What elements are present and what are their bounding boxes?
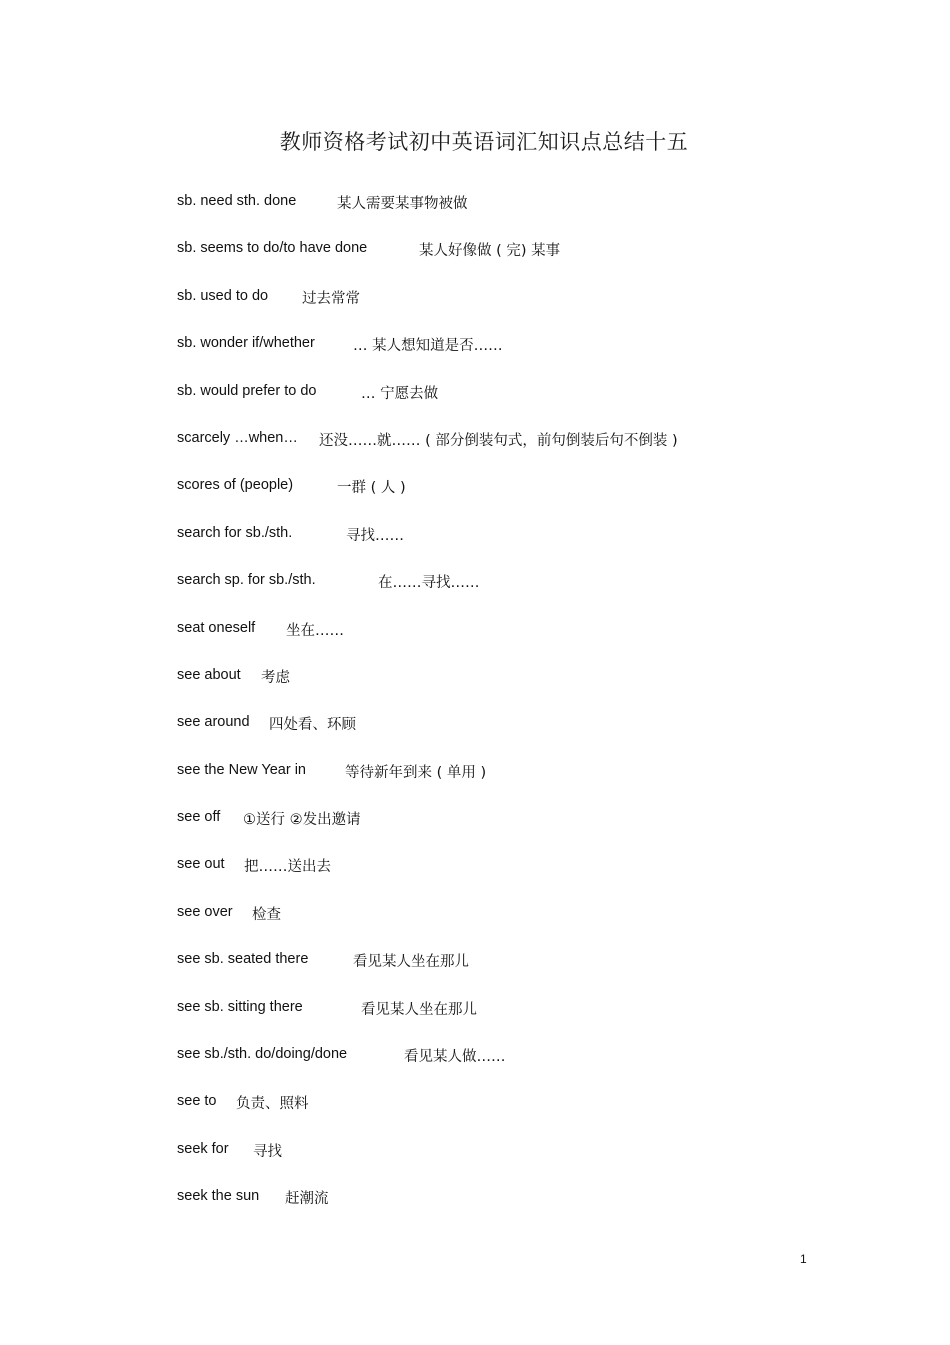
entry-term: scarcely …when… [177, 429, 298, 446]
entry-term: see over [177, 903, 233, 920]
entry-term: see to [177, 1093, 217, 1110]
entry-term: see sb./sth. do/doing/done [177, 1046, 348, 1063]
entry-meaning: 寻找 [253, 1143, 282, 1160]
list-item [177, 520, 877, 567]
entry-term: see around [177, 714, 250, 731]
entry-meaning: … 宁愿去做 [361, 385, 439, 402]
list-item [177, 472, 877, 519]
entry-term: sb. would prefer to do [177, 382, 317, 399]
entry-meaning: 某人好像做 ( 完) 某事 [419, 243, 561, 260]
list-item [177, 1183, 877, 1230]
list-item [177, 425, 877, 472]
list-item [177, 188, 877, 235]
page-title: 教师资格考试初中英语词汇知识点总结十五 [279, 130, 689, 154]
entry-meaning: 看见某人坐在那儿 [361, 1001, 477, 1018]
entry-term: search sp. for sb./sth. [177, 572, 316, 589]
entry-term: sb. seems to do/to have done [177, 240, 368, 257]
list-item [177, 899, 877, 946]
entry-meaning: 四处看、环顾 [269, 717, 356, 734]
entry-term: seek the sun [177, 1188, 260, 1205]
list-item [177, 757, 877, 804]
list-item [177, 330, 877, 377]
list-item [177, 994, 877, 1041]
entry-term: sb. wonder if/whether [177, 335, 315, 352]
list-item [177, 946, 877, 993]
list-item [177, 1041, 877, 1088]
list-item [177, 709, 877, 756]
entry-meaning: 看见某人坐在那儿 [353, 954, 469, 971]
entry-term: see the New Year in [177, 761, 306, 778]
list-item [177, 615, 877, 662]
list-item [177, 1136, 877, 1183]
entry-term: scores of (people) [177, 477, 294, 494]
entry-term: sb. used to do [177, 287, 269, 304]
list-item [177, 851, 877, 898]
list-item [177, 804, 877, 851]
list-item [177, 378, 877, 425]
list-item [177, 235, 877, 282]
entry-term: seek for [177, 1140, 229, 1157]
entry-meaning: 过去常常 [302, 290, 360, 307]
entry-term: see off [177, 809, 221, 826]
entry-meaning: ①送行 ②发出邀请 [243, 812, 361, 829]
entry-term: see sb. sitting there [177, 998, 303, 1015]
entry-meaning: 赶潮流 [285, 1191, 329, 1208]
entry-term: see out [177, 856, 225, 873]
list-item [177, 567, 877, 614]
entry-term: seat oneself [177, 619, 256, 636]
entry-meaning: 寻找…… [346, 527, 404, 544]
entry-meaning: … 某人想知道是否…… [353, 338, 503, 355]
page-number: 1 [800, 1252, 807, 1266]
entry-meaning: 某人需要某事物被做 [337, 196, 468, 212]
entry-meaning: 考虑 [261, 669, 290, 686]
entry-meaning: 还没……就…… ( 部分倒装句式，前句倒装后句不倒装 ) [319, 432, 678, 449]
entry-meaning: 负责、照料 [236, 1096, 309, 1113]
entry-meaning: 看见某人做…… [404, 1049, 506, 1066]
entry-meaning: 在……寻找…… [378, 575, 480, 592]
list-item [177, 283, 877, 330]
entry-meaning: 坐在…… [286, 622, 344, 639]
list-item [177, 662, 877, 709]
entry-term: see sb. seated there [177, 951, 309, 968]
entry-meaning: 一群 ( 人 ) [337, 480, 406, 497]
entry-meaning: 检查 [252, 906, 281, 923]
entry-term: search for sb./sth. [177, 524, 293, 541]
vocabulary-list [177, 188, 877, 1231]
entry-term: sb. need sth. done [177, 193, 297, 209]
list-item [177, 1088, 877, 1135]
entry-term: see about [177, 666, 241, 683]
entry-meaning: 把……送出去 [244, 859, 331, 876]
entry-meaning: 等待新年到来 ( 单用 ) [345, 764, 487, 781]
